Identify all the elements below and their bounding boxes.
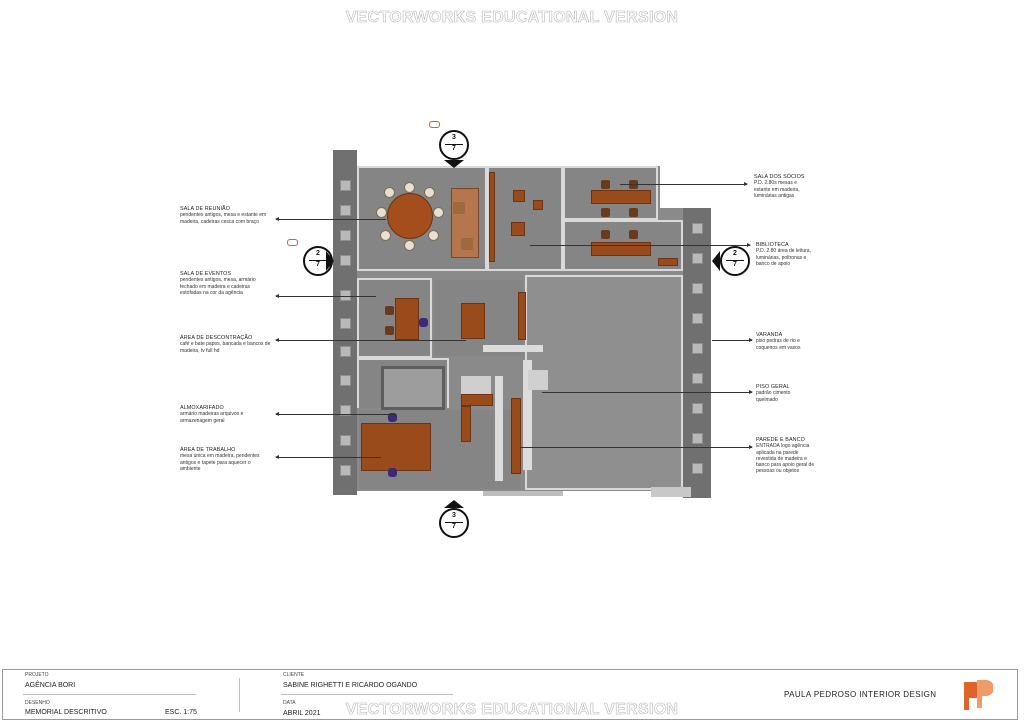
note-varanda: VARANDA piso pedras de rio e coqueiros em vasos	[756, 332, 801, 351]
cliente-value: SABINE RIGHETTI E RICARDO OGANDO	[283, 682, 418, 689]
leader-sala-reuniao	[276, 219, 386, 220]
rug-almoxarifado	[381, 366, 445, 410]
note-piso-geral: PISO GERAL padrão cimento queimado	[756, 384, 791, 403]
projeto-value: AGÊNCIA BORI	[25, 682, 76, 689]
leader-varanda	[712, 340, 752, 341]
leader-area-trabalho	[276, 457, 381, 458]
section-marker-top: 3 7	[439, 130, 469, 160]
leader-almoxarifado	[276, 414, 396, 415]
projeto-label: PROJETO	[25, 672, 49, 678]
socios-desk-1	[591, 190, 651, 204]
room-biblioteca	[487, 166, 563, 271]
leader-socios	[620, 184, 747, 185]
note-almoxarifado: ALMOXARIFADO armário madeiras arquivos e armazenagem geral	[180, 405, 244, 424]
leader-parede-banco	[520, 447, 752, 448]
section-marker-bottom: 3 7	[439, 508, 469, 538]
planter-left	[333, 150, 357, 495]
note-sala-reuniao: SALA DE REUNIÃO pendentes antigos, mesa e estante em madeira, cadeiras cesca com braço	[180, 206, 267, 225]
note-parede-banco: PAREDE E BANCO ENTRADA logo agência aplicada na parede revestida de madeira e banco para apoio geral de pessoas ou objetos	[756, 437, 815, 475]
meeting-table	[387, 193, 433, 239]
watermark-top: VECTORWORKS EDUCATIONAL VERSION	[345, 9, 679, 26]
section-marker-left: 2 7	[303, 246, 333, 276]
marker-tag-top	[429, 121, 440, 128]
watermark-bottom: VECTORWORKS EDUCATIONAL VERSION	[345, 701, 679, 718]
data-value: ABRIL 2021	[283, 710, 321, 717]
planter-right	[683, 208, 711, 498]
eventos-table	[395, 298, 419, 340]
cliente-label: CLIENTE	[283, 672, 305, 678]
bancada	[461, 303, 485, 339]
desenho-value: MEMORIAL DESCRITIVO	[25, 709, 107, 716]
escala-value: ESC. 1:75	[165, 709, 197, 716]
section-marker-right: 2 7	[720, 246, 750, 276]
leader-biblioteca	[530, 245, 750, 246]
note-biblioteca: BIBLIOTECA P.D. 2.80 área de leitura, luminárias, poltronas e banco de apoio	[756, 242, 811, 267]
note-area-trabalho: ÁREA DE TRABALHO mesa única em madeira, pendentes antigos e tapete para aquecer o ambiente	[180, 447, 260, 472]
note-sala-socios: SALA DOS SÓCIOS P.D. 2.80s mesas e estante em madeira, luminárias antigas	[754, 174, 805, 199]
studio-name: PAULA PEDROSO INTERIOR DESIGN	[784, 690, 937, 699]
varanda	[525, 275, 683, 490]
marker-tag-left	[287, 239, 298, 246]
leader-descontracao	[276, 340, 466, 341]
note-descontracao: ÁREA DE DESCONTRAÇÃO café e bate papos, bancada e bancos de madeira, tv full hd	[180, 335, 271, 354]
data-label: DATA	[283, 700, 296, 706]
note-sala-eventos: SALA DE EVENTOS pendentes antigos, mesa, armário fechado em madeira e cadeiras estofadas na cor da agência	[180, 271, 256, 296]
leader-sala-eventos	[276, 296, 376, 297]
leader-piso-geral	[542, 392, 752, 393]
desenho-label: DESENHO	[25, 700, 50, 706]
work-table	[361, 423, 431, 471]
